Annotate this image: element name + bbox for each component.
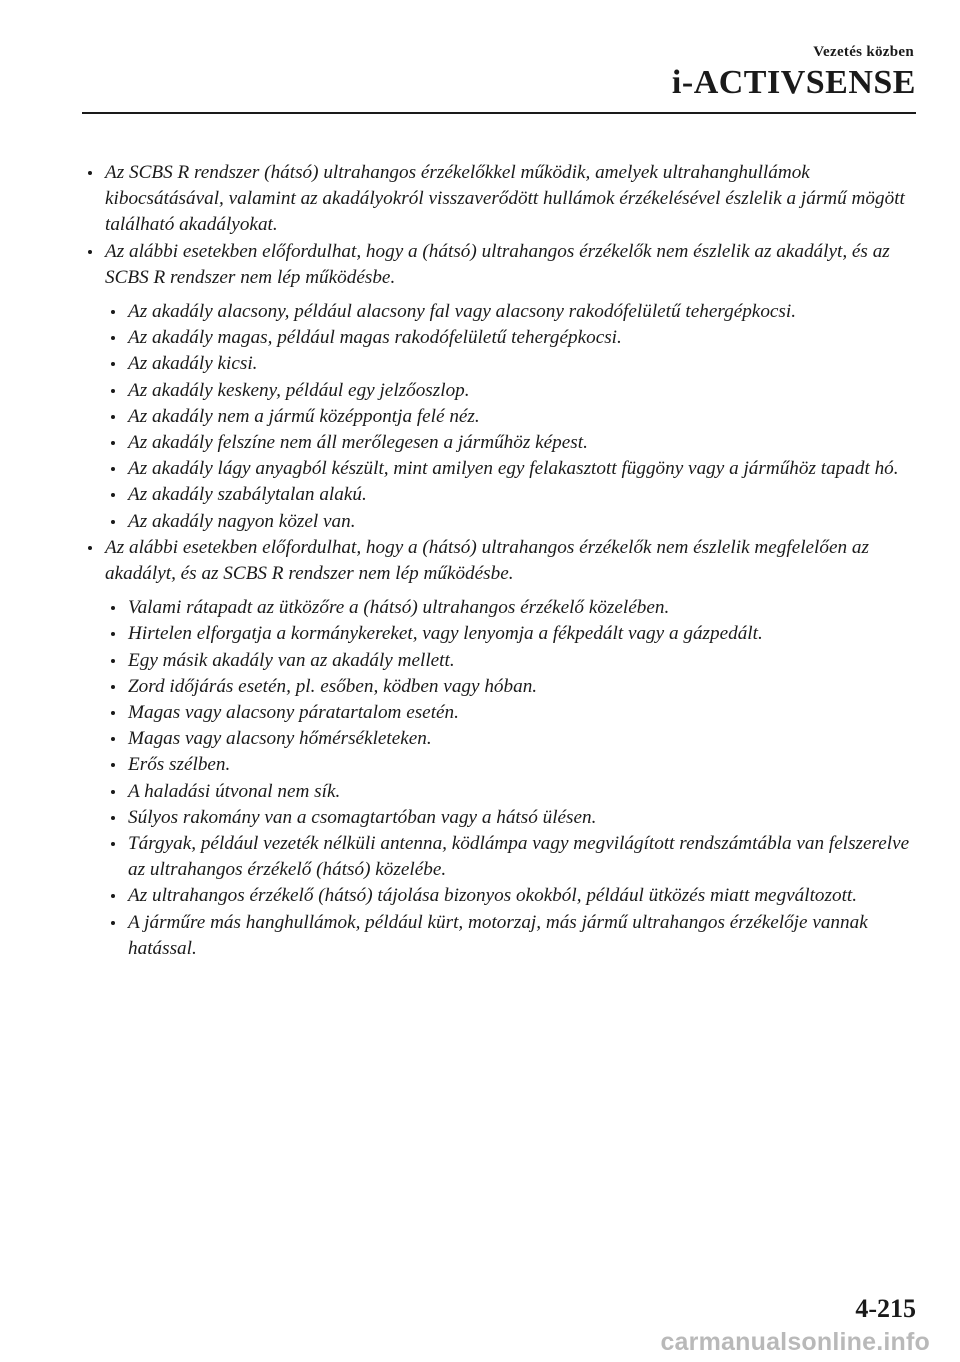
bullet-icon — [111, 632, 115, 636]
list-item-text: Az akadály szabálytalan alakú. — [128, 484, 367, 506]
bullet-icon — [111, 520, 115, 524]
bullet-icon — [111, 659, 115, 663]
bullet-icon — [111, 336, 115, 340]
list-item-text: Magas vagy alacsony hőmérsékleteken. — [128, 728, 432, 750]
list-item-text: Az akadály kicsi. — [128, 353, 258, 375]
list-item — [111, 910, 918, 962]
bullet-icon — [111, 310, 115, 314]
list-item — [111, 351, 918, 377]
bullet-icon — [111, 737, 115, 741]
list-item-text: Hirtelen elforgatja a kormánykereket, vagy lenyomja a fékpedált vagy a gázpedált. — [128, 623, 763, 645]
bullet-icon — [88, 171, 92, 175]
page-number: 4-215 — [855, 1294, 916, 1323]
list-item — [111, 509, 918, 535]
bullet-icon — [88, 250, 92, 254]
bullet-icon — [111, 493, 115, 497]
list-item — [111, 883, 918, 909]
bullet-icon — [111, 894, 115, 898]
bullet-icon — [88, 546, 92, 550]
list-item-text: Az ultrahangos érzékelő (hátsó) tájolása bizonyos okokból, például ütközés miatt megváltozott. — [128, 885, 858, 907]
bullet-icon — [111, 467, 115, 471]
list-item — [111, 325, 918, 351]
list-item-text: Az akadály magas, például magas rakodófelületű tehergépkocsi. — [128, 327, 622, 349]
sub-list-2 — [111, 595, 918, 962]
list-item-text: Az akadály lágy anyagból készült, mint amilyen egy felakasztott függöny vagy a járműhöz tapadt hó. — [128, 458, 899, 480]
bullet-icon — [111, 921, 115, 925]
list-item — [111, 482, 918, 508]
list-item — [111, 648, 918, 674]
list-item — [111, 456, 918, 482]
list-item-text: Az alábbi esetekben előfordulhat, hogy a (hátsó) ultrahangos érzékelők nem észlelik megfelelően az akadályt, és az SCBS R rendszer nem lép működésbe. — [105, 536, 869, 585]
list-item — [111, 621, 918, 647]
list-item — [88, 160, 918, 239]
bullet-icon — [111, 606, 115, 610]
list-item — [111, 752, 918, 778]
chapter-title: i-ACTIVSENSE — [671, 64, 916, 101]
bullet-icon — [111, 362, 115, 366]
list-item-text: Magas vagy alacsony páratartalom esetén. — [128, 702, 459, 724]
list-item — [111, 404, 918, 430]
list-item — [88, 239, 918, 291]
header-divider — [82, 112, 916, 114]
list-item-text: Az SCBS R rendszer (hátsó) ultrahangos érzékelőkkel működik, amelyek ultrahanghullámok kibocsátásával, valamint az akadályokról visszaverődött hullámok érzékelésével észlelik a jármű mögött található akadályokat. — [105, 162, 905, 236]
list-item-text: Az alábbi esetekben előfordulhat, hogy a (hátsó) ultrahangos érzékelők nem észlelik az akadályt, és az SCBS R rendszer nem lép működésbe. — [105, 240, 890, 288]
list-item — [111, 726, 918, 752]
list-item — [111, 299, 918, 325]
list-item — [111, 805, 918, 831]
list-item — [111, 595, 918, 621]
list-item-text: Valami rátapadt az ütközőre a (hátsó) ultrahangos érzékelő közelében. — [128, 597, 670, 619]
bullet-icon — [111, 685, 115, 689]
list-item-text: Tárgyak, például vezeték nélküli antenna, ködlámpa vagy megvilágított rendszámtábla van felszerelve az ultrahangos érzékelő (hátsó) közelébe. — [128, 833, 910, 881]
list-item-text: Az akadály nem a jármű középpontja felé néz. — [128, 405, 480, 427]
bullet-icon — [111, 441, 115, 445]
list-item — [111, 700, 918, 726]
bullet-icon — [111, 711, 115, 715]
bullet-icon — [111, 389, 115, 393]
list-item-text: Az akadály felszíne nem áll merőlegesen a járműhöz képest. — [128, 432, 588, 454]
list-item — [111, 430, 918, 456]
list-item-text: Az akadály keskeny, például egy jelzőoszlop. — [128, 379, 470, 401]
list-item-text: Súlyos rakomány van a csomagtartóban vagy a hátsó ülésen. — [128, 806, 597, 828]
sub-list-1 — [111, 299, 918, 535]
bullet-icon — [111, 816, 115, 820]
bullet-icon — [111, 763, 115, 767]
list-item-text: Egy másik akadály van az akadály mellett. — [128, 649, 455, 671]
list-item — [111, 674, 918, 700]
list-item-text: A haladási útvonal nem sík. — [128, 780, 341, 802]
watermark-link[interactable]: carmanualsonline.info — [660, 1328, 930, 1356]
list-item — [111, 779, 918, 805]
section-title: Vezetés közben — [813, 44, 914, 60]
bullet-icon — [111, 842, 115, 846]
page-content — [88, 160, 918, 962]
list-item-text: Az akadály alacsony, például alacsony fal vagy alacsony rakodófelületű tehergépkocsi. — [128, 301, 797, 323]
list-item — [111, 378, 918, 404]
list-item-text: Az akadály nagyon közel van. — [128, 510, 356, 532]
list-item-text: Erős szélben. — [128, 754, 231, 776]
bullet-icon — [111, 790, 115, 794]
list-item-text: A járműre más hanghullámok, például kürt, motorzaj, más jármű ultrahangos érzékelője vannak hatással. — [128, 911, 868, 959]
list-item-text: Zord időjárás esetén, pl. esőben, ködben vagy hóban. — [128, 675, 538, 697]
list-item — [88, 535, 918, 587]
bullet-icon — [111, 415, 115, 419]
list-item — [111, 831, 918, 883]
